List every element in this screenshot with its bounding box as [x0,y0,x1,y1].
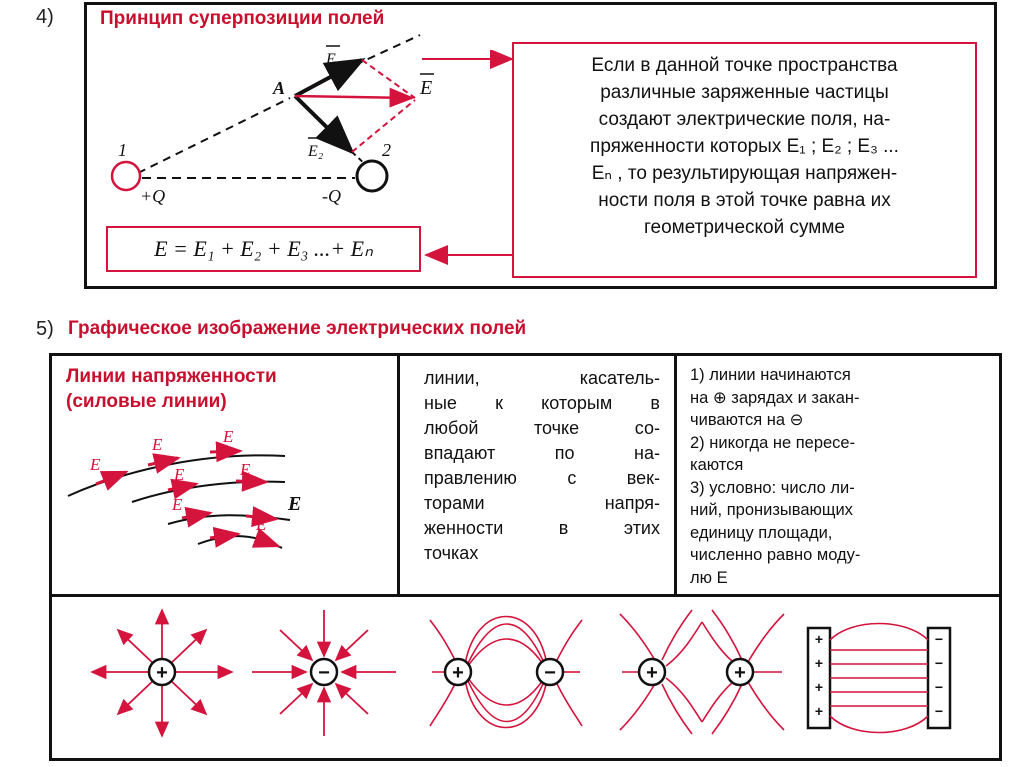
tangent-vector-1 [96,472,126,484]
property-line-5: каются [690,456,744,474]
property-line-6: 3) условно: число ли- [690,478,855,497]
definition-line-3: любой точке со- [424,418,660,438]
capacitor-field-lines [830,624,928,733]
section-5-number: 5) [36,318,54,340]
pair-positive-sign-2: + [734,662,746,684]
charge-2-number: 2 [382,140,391,160]
superposition-formula: E = E₁ + E₂ + E₃ ...+ Eₙ [154,236,373,261]
definition-line-2: ные к которым в [424,393,660,413]
capacitor-plus-3: + [814,679,824,695]
positive-charge-sign: + [156,662,168,684]
tangent-vector-9 [256,538,278,546]
field-diagrams [52,598,998,758]
vector-e-label: E [420,77,433,99]
section-4-number: 4) [36,6,54,28]
negative-charge-sign: − [318,662,330,684]
tangent-vector-8 [210,534,238,538]
pair-positive-sign-1: + [646,662,658,684]
field-lines-heading-line-2: (силовые линии) [66,391,227,412]
capacitor-minus-3: − [934,679,944,695]
point-a-label: A [273,78,286,98]
field-lines-tangent-drawing [60,420,390,590]
field-graphics-title: Графическое изображение электрических полей [68,318,527,339]
property-line-3: чиваются на ⊖ [690,411,804,429]
charge-1-number: 1 [118,140,127,160]
charge-1-circle [112,162,140,190]
connector-arrows [420,50,520,270]
definition-line-7: женности в этих [424,518,660,538]
capacitor-plus-2: + [814,655,824,671]
property-line-8: единицу площади, [690,523,833,542]
vector-e2-label: E₂ [308,143,324,160]
e-label-6: E [172,495,183,514]
charge-2-label: -Q [322,186,341,206]
explanation-line-5: Eₙ , то результирующая напряжен- [591,163,898,184]
definition-line-5: правлению с век- [424,468,660,488]
superposition-title: Принцип суперпозиции полей [100,8,385,29]
capacitor-plus-1: + [814,631,824,647]
dipole-negative-sign: − [544,662,556,684]
e-label-1: E [90,455,101,474]
dashed-line-a-extension [355,35,420,65]
field-curve-2 [132,482,285,502]
definition-line-8: точках [424,543,479,563]
explanation-line-6: ности поля в этой точке равна их [598,190,891,211]
charge-1-label: +Q [140,186,166,206]
e-label-7: E [256,515,267,534]
e-label-4: E [174,465,185,484]
superposition-formula-box [106,226,421,272]
explanation-line-1: Если в данной точке пространства [591,55,898,76]
explanation-line-2: различные заряженные частицы [600,82,889,103]
frame-horizontal-divider [50,594,1001,597]
frame-vertical-divider-2 [674,354,677,595]
tangent-vector-5 [236,481,266,482]
field-lines-heading-line-1: Линии напряженности [66,366,277,387]
definition-line-6: торами напря- [424,493,660,513]
dashed-line-1-to-a [138,98,290,173]
capacitor-minus-4: − [934,703,944,719]
property-line-7: ний, пронизывающих [690,501,853,519]
property-line-9: численно равно моду- [690,546,861,564]
property-line-2: на ⊕ зарядах и закан- [690,388,860,407]
explanation-line-7: геометрической сумме [644,217,845,238]
e-label-5: E [240,460,251,479]
parallelogram-side-1 [362,60,415,98]
capacitor-minus-1: − [934,631,944,647]
capacitor-plus-4: + [814,703,824,719]
explanation-line-3: создают электрические поля, на- [598,109,891,130]
e-label-3: E [223,427,234,446]
definition-line-1: линии, касатель- [424,368,660,388]
explanation-line-4: пряженности которых E₁ ; E₂ ; E₃ ... [590,136,899,157]
property-line-4: 2) никогда не пересе- [690,433,856,452]
vector-e2 [295,96,352,152]
field-line-properties [690,364,965,589]
property-line-10: лю E [690,568,728,587]
charge-2-circle [357,161,387,191]
tangent-vector-3 [210,451,240,452]
superposition-explanation-box [512,42,977,278]
e-label-black: E [288,493,302,515]
vector-e-resultant [295,96,412,98]
frame-vertical-divider-1 [397,354,400,595]
field-line-definition [424,366,660,566]
dipole-positive-sign: + [452,662,464,684]
capacitor-minus-2: − [934,655,944,671]
e-label-2: E [152,435,163,454]
field-lines-heading [66,364,277,414]
vector-e1-label: E₁ [326,51,342,68]
property-line-1: 1) линии начинаются [690,366,851,384]
definition-line-4: впадают по на- [424,443,660,463]
